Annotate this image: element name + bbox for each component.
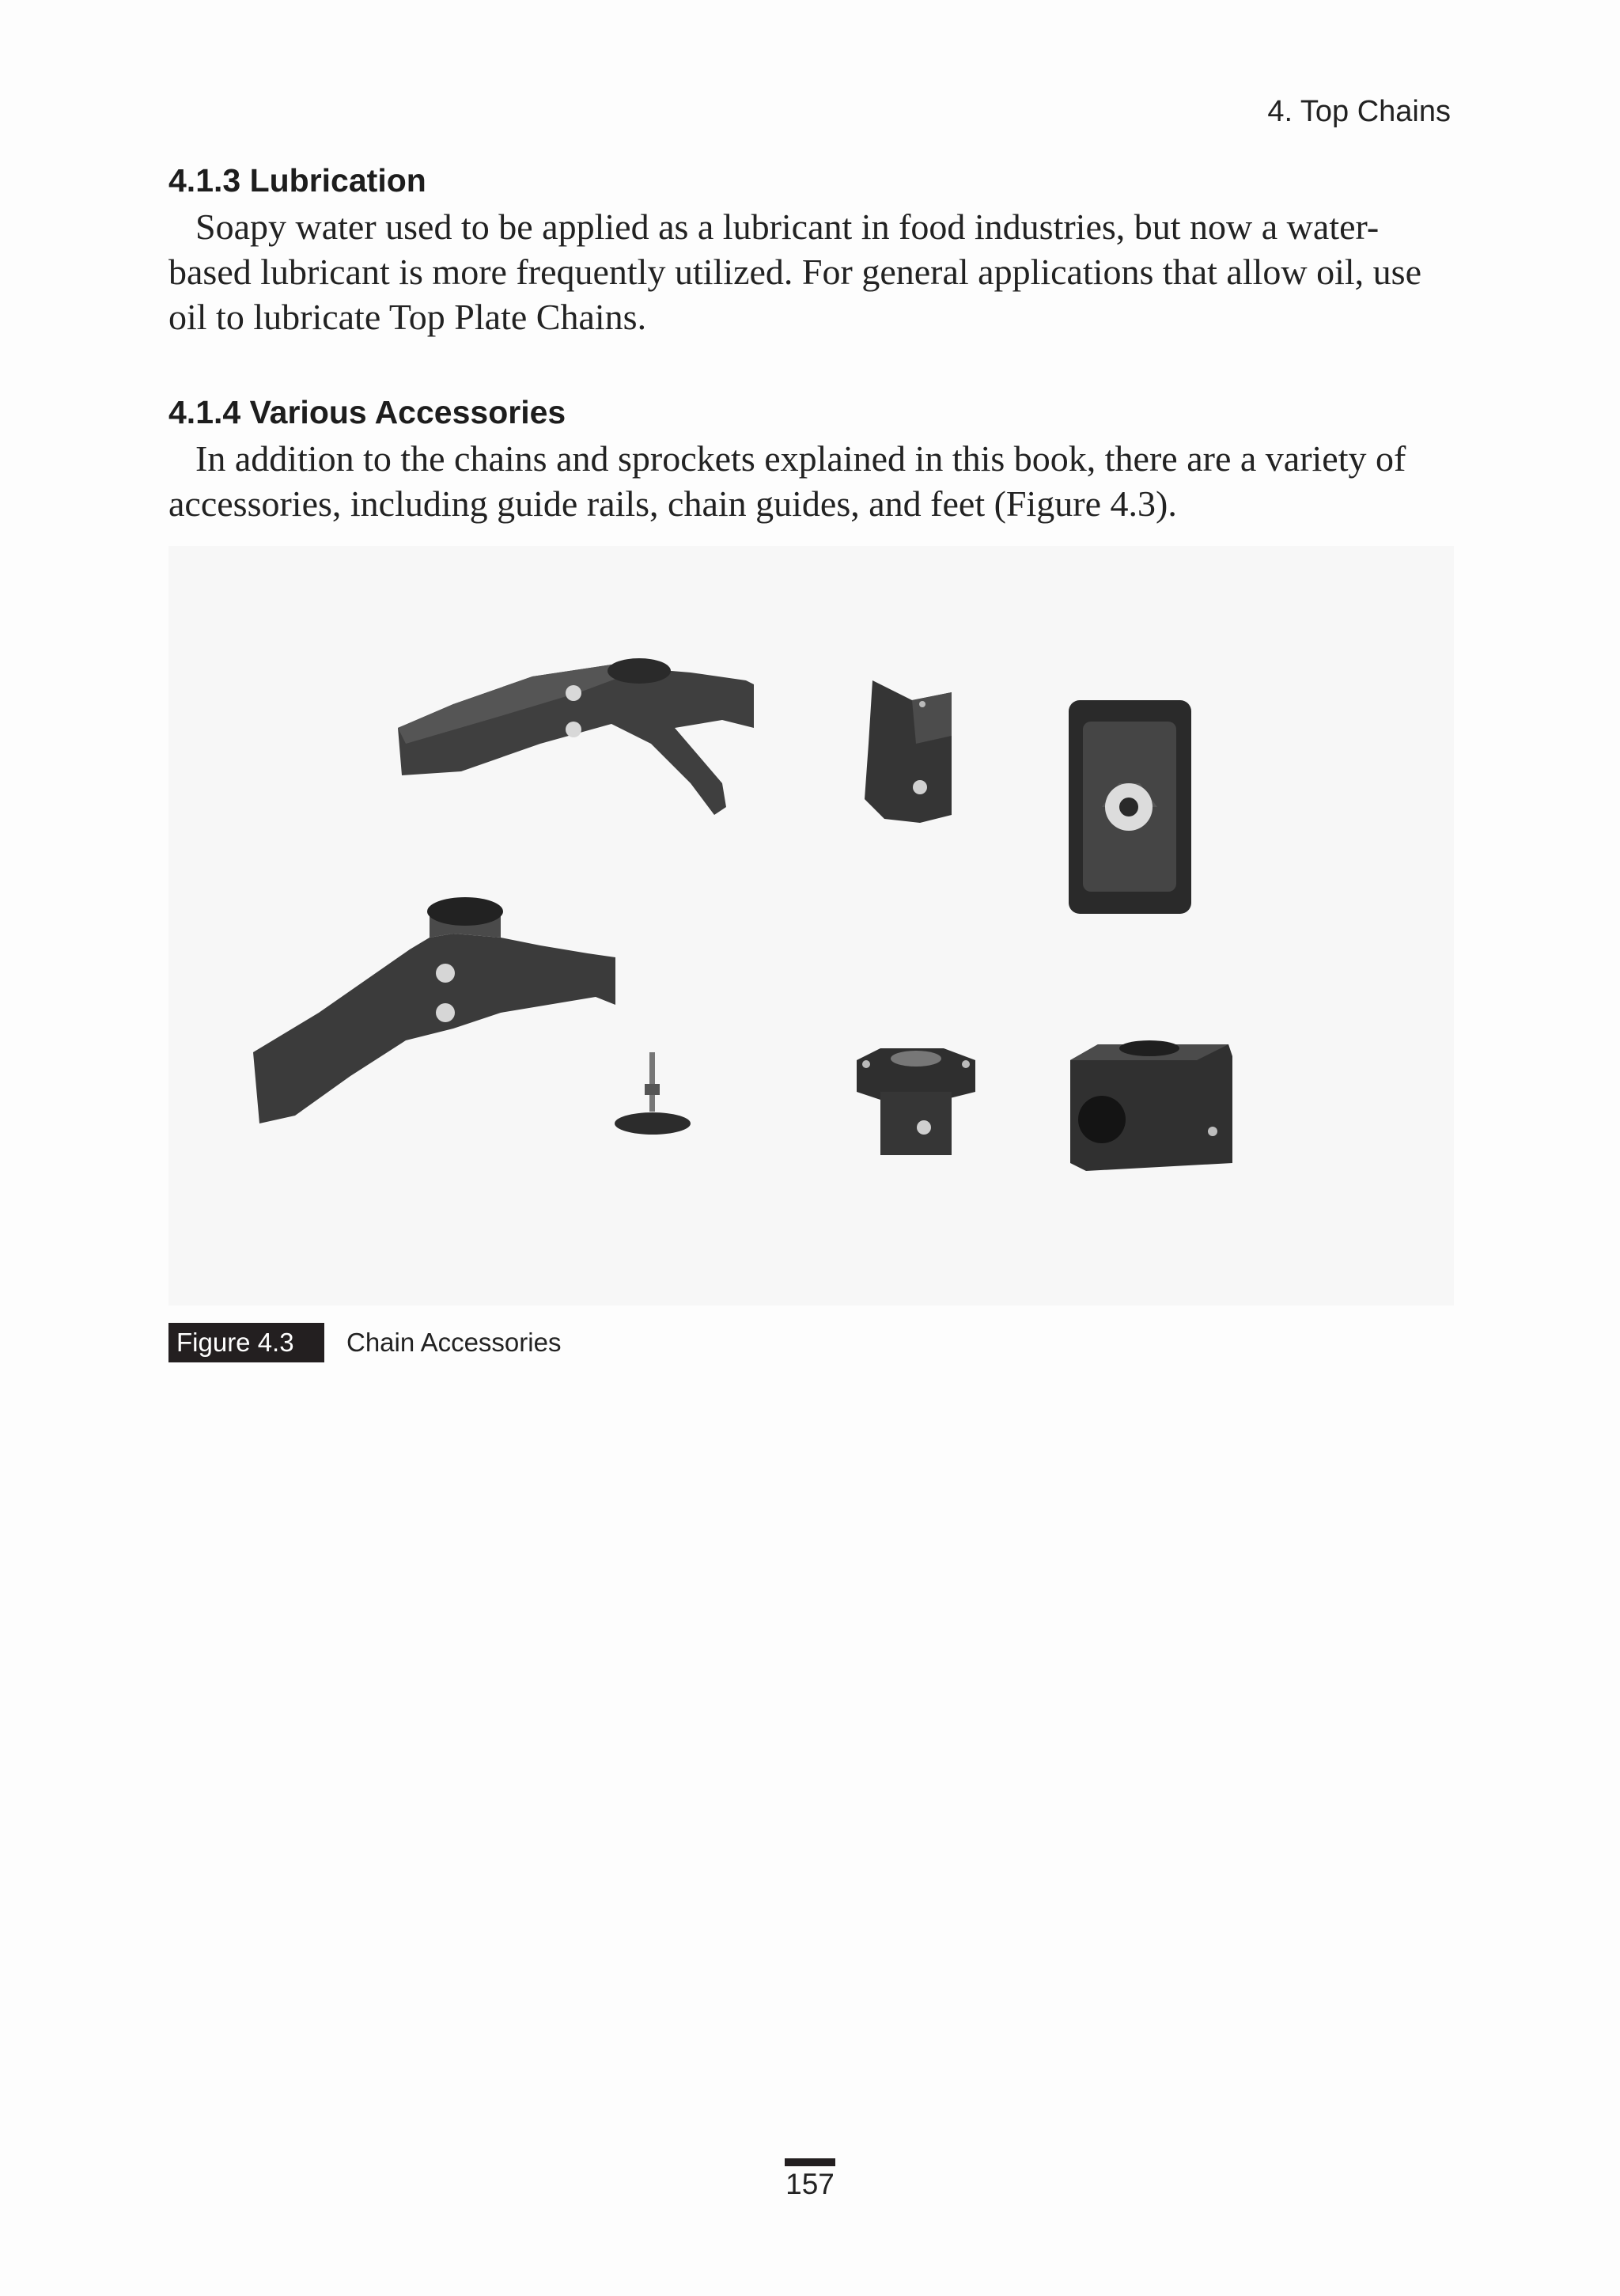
leveling-foot	[615, 1052, 691, 1135]
page-number-rule	[785, 2158, 835, 2166]
running-head: 4. Top Chains	[1267, 95, 1451, 128]
flange-clamp	[857, 1048, 975, 1155]
tripod-base-top	[398, 658, 754, 815]
section-heading-lubrication: 4.1.3 Lubrication	[168, 162, 426, 199]
cross-clamp	[1070, 1040, 1232, 1171]
figure-photo	[168, 546, 1454, 1305]
page-number: 157	[785, 2168, 835, 2200]
guide-bracket	[865, 680, 952, 823]
tripod-base-bottom	[253, 897, 615, 1123]
rail-clip	[1069, 700, 1191, 914]
figure-label: Figure 4.3	[168, 1323, 324, 1362]
figure-chain-accessories	[168, 546, 1454, 1305]
section-heading-various-accessories: 4.1.4 Various Accessories	[168, 394, 566, 430]
figure-caption: Chain Accessories	[346, 1328, 562, 1357]
paragraph-various-accessories: In addition to the chains and sprockets explained in this book, there are a variety of accessories, including guide rails, chain guides, and feet (Figure 4.3).	[168, 438, 1406, 524]
paragraph-lubrication: Soapy water used to be applied as a lubricant in food industries, but now a water-based lubricant is more frequently utilized. For general applications that allow oil, use oil to lubricate Top Plate Chains.	[168, 206, 1421, 337]
